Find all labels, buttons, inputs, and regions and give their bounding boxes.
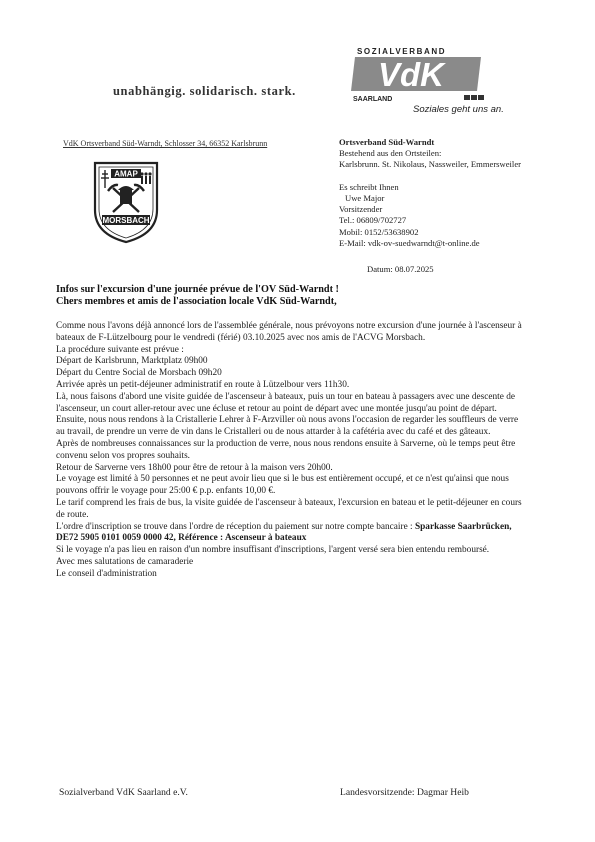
lorraine-cross-icon	[101, 170, 109, 188]
writer-role: Vorsitzender	[339, 204, 383, 214]
bank-details: Sparkasse Saarbrücken, DE72 5905 0101 0059 0000 42, Référence : Ascenseur à bateaux	[56, 521, 512, 544]
footer-chair: Landesvorsitzende: Dagmar Heib	[340, 787, 469, 798]
refund-paragraph: Si le voyage n'a pas lieu en raison d'un nombre insuffisant d'inscriptions, l'argent versé sera bien entendu remboursé.	[56, 545, 490, 556]
sender-line: VdK Ortsverband Süd-Warndt, Schlosser 34, 66352 Karlsbrunn	[63, 139, 268, 148]
departure-karlsbrunn: Départ de Karlsbrunn, Marktplatz 09h00	[56, 356, 208, 367]
vdk-logo	[351, 57, 481, 91]
letter-body	[56, 321, 524, 581]
arrival-line: Arrivée après un petit-déjeuner administratif en route à Lützelbour vers 11h30.	[56, 379, 350, 390]
registration-text: L'ordre d'inscription se trouve dans l'ordre de réception du paiement sur notre compte bancaire :	[56, 521, 415, 532]
logo-dots-icon	[464, 95, 484, 100]
contact-phone: Tel.: 06809/702727	[339, 215, 407, 225]
contact-email: E-Mail: vdk-ov-suedwarndt@t-online.de	[339, 238, 480, 248]
seal-bottom-label: MORSBACH	[102, 216, 150, 225]
writer-intro: Es schreibt Ihnen	[339, 182, 399, 192]
slogan: unabhängig. solidarisch. stark.	[113, 84, 296, 98]
sarverne-paragraph: Après de nombreuses connaissances sur la production de verre, nous nous rendons ensuite à Sarverne, où le temps peut être convenu selon vos propres souhaits.	[56, 438, 516, 461]
registration-paragraph	[56, 522, 524, 546]
contact-title: Ortsverband Süd-Warndt	[339, 137, 435, 147]
visit-paragraph: Là, nous faisons d'abord une visite guidée de l'ascenseur à bateaux, puis un tour en bateau à passagers avec une descente de l'ascenseur, un court aller-retour avec une écluse et retour au point de départ avec une montée jusqu'au point de départ.	[56, 391, 515, 414]
intro-paragraph: Comme nous l'avons déjà annoncé lors de l'assemblée générale, nous prévoyons notre excursion d'une journée à l'ascenseur à bateaux de F-Lützelbourg pour le vendredi (férié) 03.10.2025 avec nos amis de l'ACVG Morsbach.	[56, 321, 522, 343]
cristallerie-paragraph: Ensuite, nous nous rendons à la Cristallerie Lehrer à F-Arzviller où nous avons l'occasion de regarder les souffleurs de verre au travail, de prendre un verre de vin dans le Cristalleri ou de nous attarder à la cafétéria avec du café et des gâteaux.	[56, 415, 519, 438]
salutation: Chers membres et amis de l'association locale VdK Süd-Warndt,	[56, 296, 337, 307]
logo-region: SAARLAND	[353, 96, 393, 103]
subject-line: Infos sur l'excursion d'une journée prévue de l'OV Süd-Warndt !	[56, 284, 339, 295]
signature-line: Le conseil d'administration	[56, 568, 157, 579]
letter-date: Datum: 08.07.2025	[367, 264, 434, 274]
miners-figure-icon	[140, 172, 151, 184]
departure-morsbach: Départ du Centre Social de Morsbach 09h20	[56, 368, 222, 379]
footer-organization: Sozialverband VdK Saarland e.V.	[59, 787, 188, 798]
amap-morsbach-seal	[91, 160, 161, 244]
tariff-paragraph: Le tarif comprend les frais de bus, la visite guidée de l'ascenseur à bateaux, l'excursion en bateau et le petit-déjeuner en cours de route.	[56, 497, 522, 520]
return-line: Retour de Sarverne vers 18h00 pour être de retour à la maison vers 20h00.	[56, 462, 333, 473]
limit-paragraph: Le voyage est limité à 50 personnes et ne peut avoir lieu que si le bus est entièrement occupé, et ce n'est qu'ainsi que nous pouvons offrir le voyage pour 25:00 € p.p. enfants 10,00 €.	[56, 474, 509, 497]
logo-brand: VdK	[378, 57, 444, 91]
contact-line1: Bestehend aus den Ortsteilen:	[339, 148, 442, 158]
logo-tagline: Soziales geht uns an.	[413, 104, 504, 115]
contact-mobile: Mobil: 0152/53638902	[339, 227, 419, 237]
contact-line2: Karlsbrunn. St. Nikolaus, Nassweiler, Emmersweiler	[339, 159, 521, 169]
seal-top-label: AMAP	[114, 169, 138, 179]
logo-top-label: SOZIALVERBAND	[357, 47, 447, 56]
procedure-line: La procédure suivante est prévue :	[56, 344, 184, 355]
closing-line: Avec mes salutations de camaraderie	[56, 556, 194, 567]
writer-name: Uwe Major	[345, 193, 385, 203]
